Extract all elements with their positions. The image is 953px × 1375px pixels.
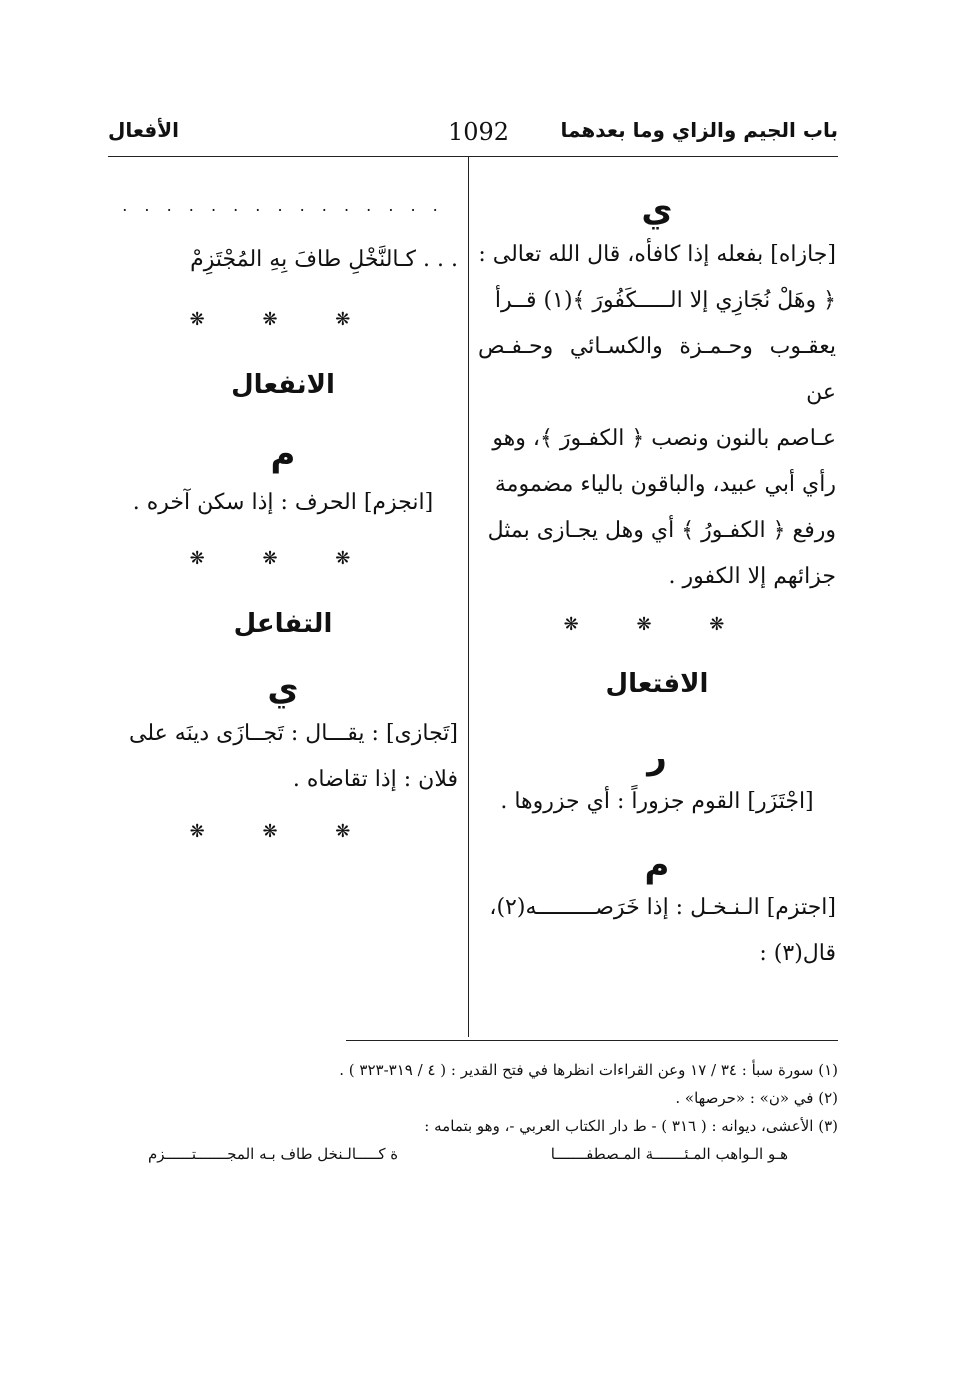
footnote-2: (٢) في «ن» : «حرصها» . xyxy=(675,1089,838,1107)
ellipsis-line: . . . . . . . . . . . . . . . xyxy=(122,196,444,215)
verse-line: . . . كـالنَّخْلِ طافَ بِهِ المُجْتَزِمْ xyxy=(190,247,458,272)
entry-jazah-line: ورفع ﴿ الكفـورُ ﴾ أي وهل يجـازى بمثل xyxy=(487,518,836,543)
entry-ijtazam-line: قال(٣) : xyxy=(759,941,836,966)
right-column xyxy=(478,190,836,977)
entry-jazah-line: ﴿ وهَلْ نُجَازِي إلا الـــــكَفُورَ ﴾(١) قــرأ xyxy=(494,288,836,313)
section-heading-tafaul: التفاعل xyxy=(233,609,333,639)
footnotes xyxy=(108,1056,838,1168)
page-header xyxy=(108,118,838,158)
section-title: الأفعال xyxy=(108,118,179,142)
letter-heading-ya: ي xyxy=(641,190,673,230)
entry-jazah-line: [جازاه] بفعله إذا كافأه، قال الله تعالى : xyxy=(478,242,836,267)
header-rule xyxy=(108,156,838,157)
section-separator: ❋ ❋ ❋ xyxy=(189,821,377,842)
section-separator: ❋ ❋ ❋ xyxy=(189,548,377,569)
entry-injazam: [انجزم] الحرف : إذا سكن آخره . xyxy=(132,490,434,515)
section-heading-infial: الانفعال xyxy=(231,370,335,400)
entry-ijtazam-line: [اجتزم] الـنـخـل : إذا خَرَصـــــــــه(٢)، xyxy=(489,895,836,920)
letter-heading-ra: ر xyxy=(647,737,667,777)
entry-tajaza-line: [تَجازى] : يقـــال : تَجــازَى دينَه على xyxy=(129,721,458,746)
entry-jazah-line: رأي أبي عبيد، والباقون بالياء مضمومة xyxy=(494,472,836,497)
verse-hemistich-first: هـو الـواهب المـئـــــــة المـصطفـــــــا xyxy=(550,1145,788,1163)
footnote-3: (٣) الأعشى، ديوانه : ( ٣١٦ ) - ط دار الكتاب العربي -، وهو بتمامه : xyxy=(424,1117,838,1135)
footnote-1: (١) سورة سبأ : ٣٤ / ١٧ وعن القراءات انظرها في فتح القدير : ( ٤ / ٣١٩-٣٢٣ ) . xyxy=(339,1061,838,1079)
letter-heading-mim: م xyxy=(644,845,670,885)
chapter-title: باب الجيم والزاي وما بعدهما xyxy=(560,118,838,142)
column-divider xyxy=(468,157,469,1037)
letter-heading-mim: م xyxy=(270,434,296,474)
letter-heading-ya: ي xyxy=(267,669,299,709)
entry-jazah-line: جزائهم إلا الكفور . xyxy=(668,564,836,589)
left-column xyxy=(108,190,458,842)
section-separator: ❋ ❋ ❋ xyxy=(563,614,751,635)
entry-ijtazar: [اجْتَزَر] القوم جزوراً : أي جزروها . xyxy=(500,789,814,814)
section-heading-iftial: الافتعال xyxy=(605,669,709,699)
section-separator: ❋ ❋ ❋ xyxy=(189,309,377,330)
page-number: 1092 xyxy=(448,118,510,146)
entry-jazah-line: عـاصم بالنون ونصب ﴿ الكفـورَ ﴾، وهو xyxy=(492,426,836,451)
entry-jazah-line: يعقـوب وحـمـزة والكسـائي وحـفـص عن xyxy=(478,334,836,405)
footnote-rule xyxy=(346,1040,838,1041)
entry-tajaza-line: فلان : إذا تقاضاه . xyxy=(292,767,458,792)
verse-hemistich-second: ة كـــــالـنخل طاف بـه المجـــــــتــــــزم xyxy=(148,1145,399,1163)
footnote-verse xyxy=(108,1140,838,1168)
